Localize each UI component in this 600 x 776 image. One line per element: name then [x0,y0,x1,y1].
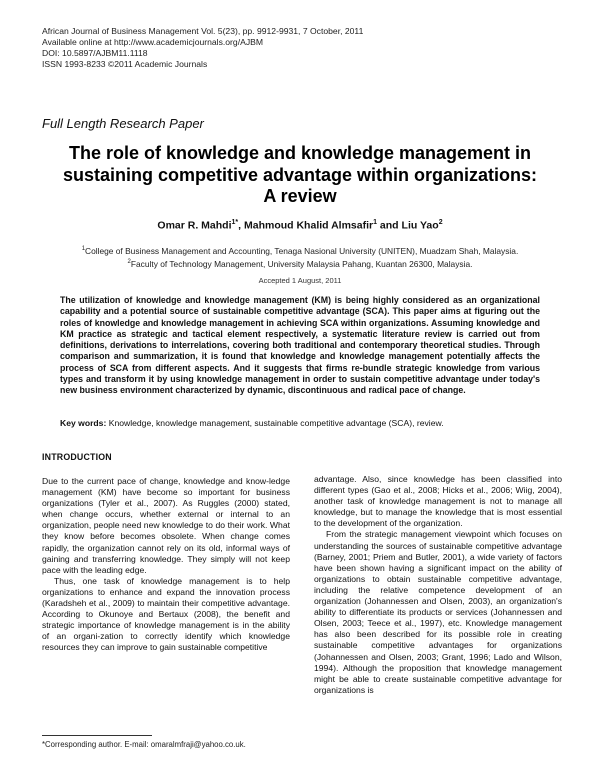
title-line-1: The role of knowledge and knowledge management in [68,143,532,163]
right-paragraph-1: advantage. Also, since knowledge has been classified into different types (Gao et al., 2008; Hicks et al., 2006; Wiig, 2004), another task of knowledge management is not to manage all knowledge, but to manage the knowledge that is most essential to the development of the organization. [314,474,562,529]
affiliation-1-text: College of Business Management and Accounting, Tenaga Nasional University (UNITEN), Muadzam Shah, Malaysia. [85,245,519,256]
doi: DOI: 10.5897/AJBM11.1118 [42,48,148,58]
left-paragraph-1: Due to the current pace of change, knowledge and know-ledge management (KM) have become so important for business organizations (Tyler et al., 2007). As Ruggles (2000) stated, when change occurs, whether external or internal to an organization, people need new knowledge to do their work. What they know before becomes obsolete. When change comes rapidly, the organization cannot rely on its old, informal ways of gaining and transferring knowledge. They simply will not keep pace with the leading edge. [42,476,290,575]
paper-type: Full Length Research Paper [42,116,204,131]
keywords [60,418,540,429]
journal-meta [42,26,363,70]
author-1: Omar R. Mahdi [157,219,232,232]
affiliation-2-mark: 2 [127,259,131,266]
left-paragraph-2: Thus, one task of knowledge management is to help organizations to enhance and expand the innovation process (Karadsheh et al., 2009) to maintain their competitive advantage. According to Okunoye and Bertaux (2008), the benefit and strategic importance of knowledge management is in the ability of an organi-zation to correctly identify which knowledge resources they can improve to gain sustainable competitive [42,575,290,653]
affiliation-1-mark: 1 [81,246,86,252]
author-list [40,219,560,232]
author-2: Mahmoud Khalid Almsafir [243,219,374,232]
title-line-3: A review [263,186,337,206]
footnote-rule [42,735,152,736]
issn: ISSN 1993-8233 ©2011 Academic Journals [42,59,208,69]
author-3-affil: 2 [438,219,443,226]
paper-title [40,143,560,208]
keywords-label: Key words: [60,418,107,428]
introduction-heading: INTRODUCTION [42,452,112,462]
affiliation-2-text: Faculty of Technology Management, University Malaysia Pahang, Kuantan 26300, Malaysia. [130,259,473,270]
corresponding-author-footnote: *Corresponding author. E-mail: omaralmfraji@yahoo.co.uk. [42,740,246,749]
accepted-date: Accepted 1 August, 2011 [258,276,342,285]
author-1-affil: 1* [231,219,239,226]
author-sep-1: , [238,219,244,232]
journal-citation: African Journal of Business Management Vol. 5(23), pp. 9912-9931, 7 October, 2011 [42,26,364,36]
title-line-2: sustaining competitive advantage within organizations: [62,164,538,185]
author-3: Liu Yao [401,219,439,232]
affiliation-1 [40,244,560,257]
left-column [42,476,290,654]
author-sep-2: and [377,219,402,232]
keywords-text: Knowledge, knowledge management, sustainable competitive advantage (SCA), review. [106,418,444,428]
affiliation-2 [40,257,560,270]
author-2-affil: 1 [373,219,378,226]
abstract: The utilization of knowledge and knowledge management (KM) is being highly considered as an organizational capability and a potential source of sustainable competitive advantage (SCA). This paper aims at figuring out the roles of knowledge and knowledge management in achieving SCA within organizations. Assuming knowledge and KM practice as strategic and tactical element respectively, a systematic literature review is carried out from definitions, derivations to interrelations, covering both traditional and contemporary theoretical studies. Through comparison and summarization, it is found that knowledge and knowledge management potentially affects the process of SCA from different aspects. And it suggests that firms re-bundle strategic knowledge from various types and transform it by using knowledge management in order to sustain competitive advantage under today's new business environment characterized by dynamic, discontinuous and radical pace of change. [60,295,540,396]
affiliations [40,244,560,271]
right-paragraph-2: From the strategic management viewpoint which focuses on understanding the sources of sustainable competitive advantage (Barney, 2001; Priem and Butler, 2001), a wide variety of factors have been shown having a significant impact on the ability of organizations to obtain sustainable competitive advantage, including the relative competence development of an organization (Johannessen and Olsen, 2003), an organization's ability to differentiate its products or services (Johannessen and Olsen, 2003; Teece et al., 1997), etc. Knowledge management has also been described for its possible role in creating sustainable competitive advantages for organizations (Johannessen and Olsen, 2003; Grant, 1996; Lado and Wilson, 1994). Although the proposition that knowledge management might be able to create sustainable competitive advantage for organizations is [314,529,562,695]
online-availability: Available online at http://www.academicjournals.org/AJBM [42,37,264,47]
right-column [314,474,562,696]
